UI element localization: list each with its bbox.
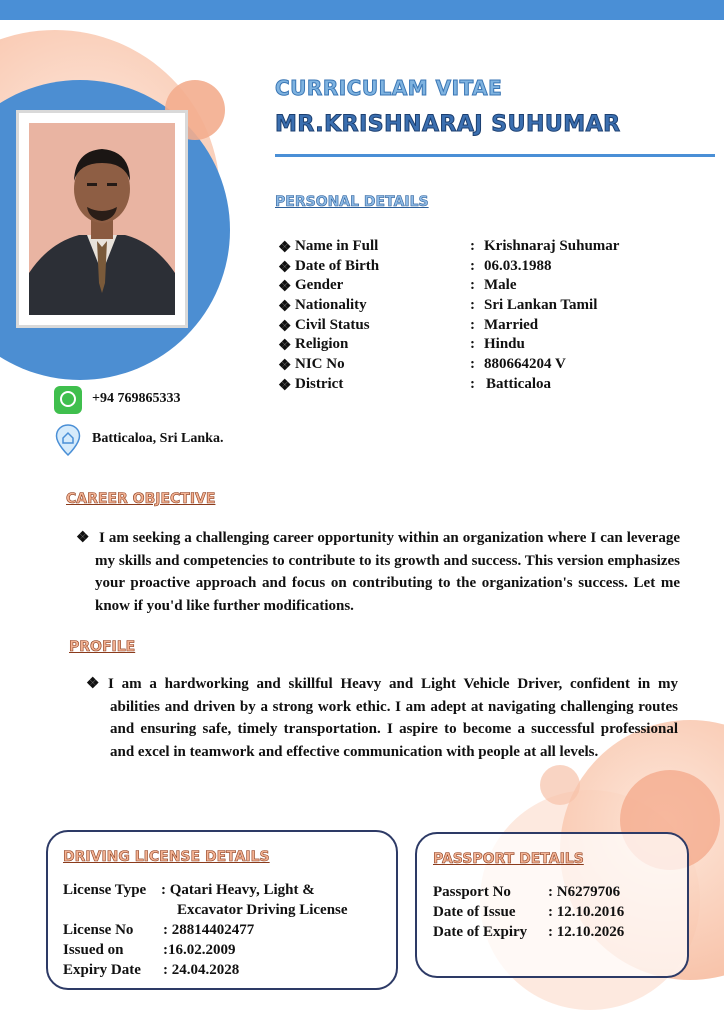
bullet-icon: ❖ [278,338,292,355]
license-type-label: License Type [63,882,147,898]
license-no-label: License No [63,922,134,938]
license-type-value: : Qatari Heavy, Light & [161,882,315,898]
passport-no-label: Passport No [433,884,511,900]
bullet-icon: ❖ [278,259,292,276]
expiry-date-value: : 24.04.2028 [163,962,240,978]
address: Batticaloa, Sri Lanka. [92,431,224,446]
portrait-illustration [29,123,175,315]
personal-label: Gender [295,277,344,294]
personal-value: Male [484,277,517,294]
personal-label: Civil Status [295,316,370,333]
personal-label: Date of Birth [295,257,380,274]
profile-photo-frame [16,110,188,328]
decor-dot-small [540,765,580,805]
license-no-value: : 28814402477 [163,922,255,938]
profile-text: I am a hardworking and skillful Heavy and Light Vehicle Driver, confident in my abilities and driven by a strong work ethic. I am adept at navigating challenging routes and ensuring safe, timely transportation. I aspire to become a successful professional and excel in teamwork and effective communication with people at all levels. [108,676,678,760]
cv-title: CURRICULAM VITAE [275,76,503,100]
top-bar [0,0,724,20]
separator: : [470,336,475,353]
bullet-icon: ❖ [278,240,292,256]
whatsapp-icon [54,386,82,414]
separator: : [470,316,475,333]
bullet-icon: ❖ [278,377,292,394]
personal-value: 06.03.1988 [484,257,552,274]
license-type-value-cont: Excavator Driving License [177,902,348,918]
personal-label: Name in Full [295,238,379,254]
personal-value: Sri Lankan Tamil [484,297,598,314]
bullet-icon: ❖ [86,676,100,692]
date-of-issue-label: Date of Issue [433,904,516,920]
personal-value: Hindu [484,336,525,353]
profile-photo [29,123,175,315]
separator: : [470,257,475,274]
personal-value: Batticaloa [486,375,551,392]
personal-label: District [295,375,344,392]
profile-paragraph [86,673,678,763]
candidate-name: MR.KRISHNARAJ SUHUMAR [275,112,621,137]
date-of-expiry-value: : 12.10.2026 [548,924,625,940]
issued-on-label: Issued on [63,942,124,958]
date-of-issue-value: : 12.10.2016 [548,904,625,920]
separator: : [470,356,475,373]
separator: : [470,297,475,314]
driving-license-heading: DRIVING LICENSE DETAILS [63,849,270,865]
passport-box [415,832,689,978]
passport-heading: PASSPORT DETAILS [433,851,584,867]
career-objective-paragraph [76,527,680,617]
personal-label: Nationality [295,297,367,314]
personal-details-heading: PERSONAL DETAILS [275,194,429,210]
career-objective-text: I am seeking a challenging career opportunity within an organization where I can leverage my skills and competencies to contribute to its growth and success. This version emphasizes your proactive approach and focus on contributing to the organization's success. Let me know if you'd like further modifications. [95,530,680,614]
phone-number: +94 769865333 [92,391,181,406]
profile-heading: PROFILE [69,639,136,655]
separator: : [470,238,475,254]
personal-value: Krishnaraj Suhumar [484,238,620,254]
career-objective-heading: CAREER OBJECTIVE [66,491,216,507]
personal-value: Married [484,316,539,333]
personal-label: NIC No [295,356,345,373]
expiry-date-label: Expiry Date [63,962,141,978]
date-of-expiry-label: Date of Expiry [433,924,528,940]
bullet-icon: ❖ [278,279,292,296]
separator: : [470,375,475,392]
header-divider [275,154,715,157]
issued-on-value: :16.02.2009 [163,942,236,958]
personal-label: Religion [295,336,349,353]
bullet-icon: ❖ [278,358,292,375]
separator: : [470,277,475,294]
location-pin-icon [55,424,81,456]
bullet-icon: ❖ [76,530,90,546]
passport-no-value: : N6279706 [548,884,621,900]
bullet-icon: ❖ [278,318,292,335]
bullet-icon: ❖ [278,299,292,316]
personal-value: 880664204 V [484,356,566,373]
driving-license-box [46,830,398,990]
